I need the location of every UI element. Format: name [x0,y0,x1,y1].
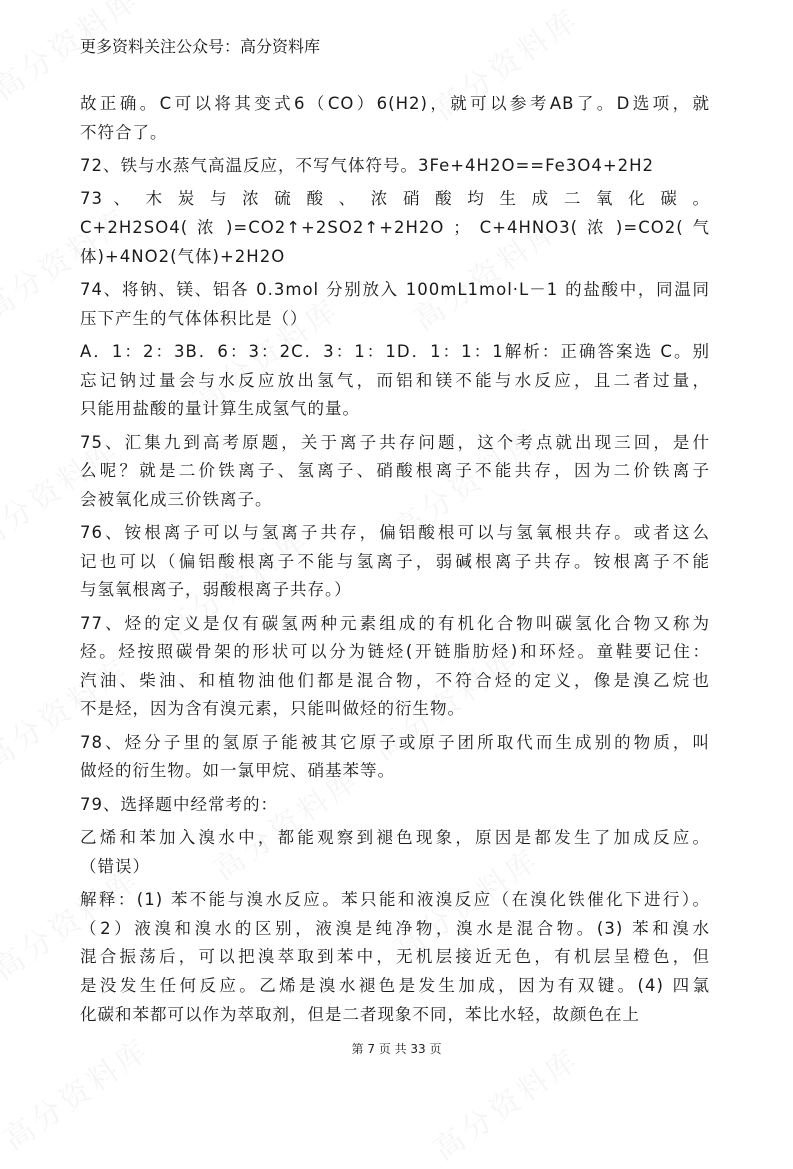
document-body [80,90,710,1029]
text-line: 76、铵根离子可以与氢离子共存，偏铝酸根可以与氢氧根共存。或者这么 [80,523,710,543]
text-line: （错误） [80,856,150,876]
text-line: 79、选择题中经常考的： [80,794,278,814]
text-line: 汽油、柴油、和植物油他们都是混合物，不符合烃的定义，像是溴乙烷也 [80,670,710,690]
text-line: 78、烃分子里的氢原子能被其它原子或原子团所取代而生成别的物质，叫 [80,732,710,752]
text-line: 与氢氧根离子，弱酸根离子共存。） [80,580,352,600]
text-line: A．1：2：3B．6：3：2C．3：1：1D．1：1：1解析：正确答案选 C。别 [80,341,710,361]
paragraph [80,824,710,881]
text-line: 记也可以（偏铝酸根离子不能与氢离子，弱碱根离子共存。铵根离子不能 [80,551,710,571]
text-line: 乙烯和苯加入溴水中，都能观察到褪色现象，原因是都发生了加成反应。 [80,828,710,848]
text-line: 混合振荡后，可以把溴萃取到苯中，无机层接近无色，有机层呈橙色，但 [80,947,710,967]
text-line: 73 、 木 炭 与 浓 硫 酸 、 浓 硝 酸 均 生 成 二 氧 化 碳 。 [80,189,710,209]
text-line: 75、汇集九到高考原题，关于离子共存问题，这个考点就出现三回，是什 [80,432,710,452]
text-line: 会被氧化成三价铁离子。 [80,489,273,509]
paragraph [80,152,710,181]
text-line: 不符合了。 [80,122,168,142]
text-line: 压下产生的气体体积比是（） [80,308,308,328]
paragraph [80,429,710,515]
paragraph [80,886,710,1029]
text-line: （2）液溴和溴水的区别，液溴是纯净物，溴水是混合物。(3) 苯和溴水 [80,918,710,938]
text-line: 化碳和苯都可以作为萃取剂，但是二者现象不同，苯比水轻，故颜色在上 [80,1004,640,1024]
paragraph [80,791,710,820]
paragraph [80,90,710,147]
text-line: 烃。烃按照碳骨架的形状可以分为链烃(开链脂肪烃)和环烃。童鞋要记住： [80,642,710,662]
text-line: 么呢？就是二价铁离子、氢离子、硝酸根离子不能共存，因为二价铁离子 [80,461,710,481]
text-line: 不是烃，因为含有溴元素，只能叫做烃的衍生物。 [80,699,465,719]
paragraph [80,338,710,424]
text-line: C+2H2SO4( 浓 )=CO2↑+2SO2↑+2H2O ； C+4HNO3( 浓 )=CO2( 气 [80,217,710,237]
text-line: 忘记钠过量会与水反应放出氢气，而铝和镁不能与水反应，且二者过量， [80,370,710,390]
text-line: 74、将钠、镁、铝各 0.3mol 分别放入 100mL1mol·L－1 的盐酸中，同温同 [80,279,710,299]
paragraph [80,519,710,605]
page-footer: 第 7 页 共 33 页 [351,1042,442,1056]
text-line: 72、铁与水蒸气高温反应，不写气体符号。3Fe+4H2O==Fe3O4+2H2 [80,155,655,175]
text-line: 77、烃的定义是仅有碳氢两种元素组成的有机化合物叫碳氢化合物又称为 [80,613,710,633]
paragraph [80,276,710,333]
text-line: 故正确。C可以将其变式6（CO）6(H2)，就可以参考AB了。D选项，就 [80,94,710,113]
page-header: 更多资料关注公众号：高分资料库 [80,37,321,56]
paragraph [80,185,710,271]
text-line: 解释：(1) 苯不能与溴水反应。苯只能和液溴反应（在溴化铁催化下进行）。 [80,890,710,910]
paragraph [80,610,710,724]
text-line: 只能用盐酸的量计算生成氢气的量。 [80,399,360,419]
text-line: 做烃的衍生物。如一氯甲烷、硝基苯等。 [80,761,395,781]
text-line: 体)+4NO2(气体)+2H2O [80,246,286,266]
text-line: 是没发生任何反应。乙烯是溴水褪色是发生加成，因为有双键。(4) 四氯 [80,975,710,995]
paragraph [80,729,710,786]
